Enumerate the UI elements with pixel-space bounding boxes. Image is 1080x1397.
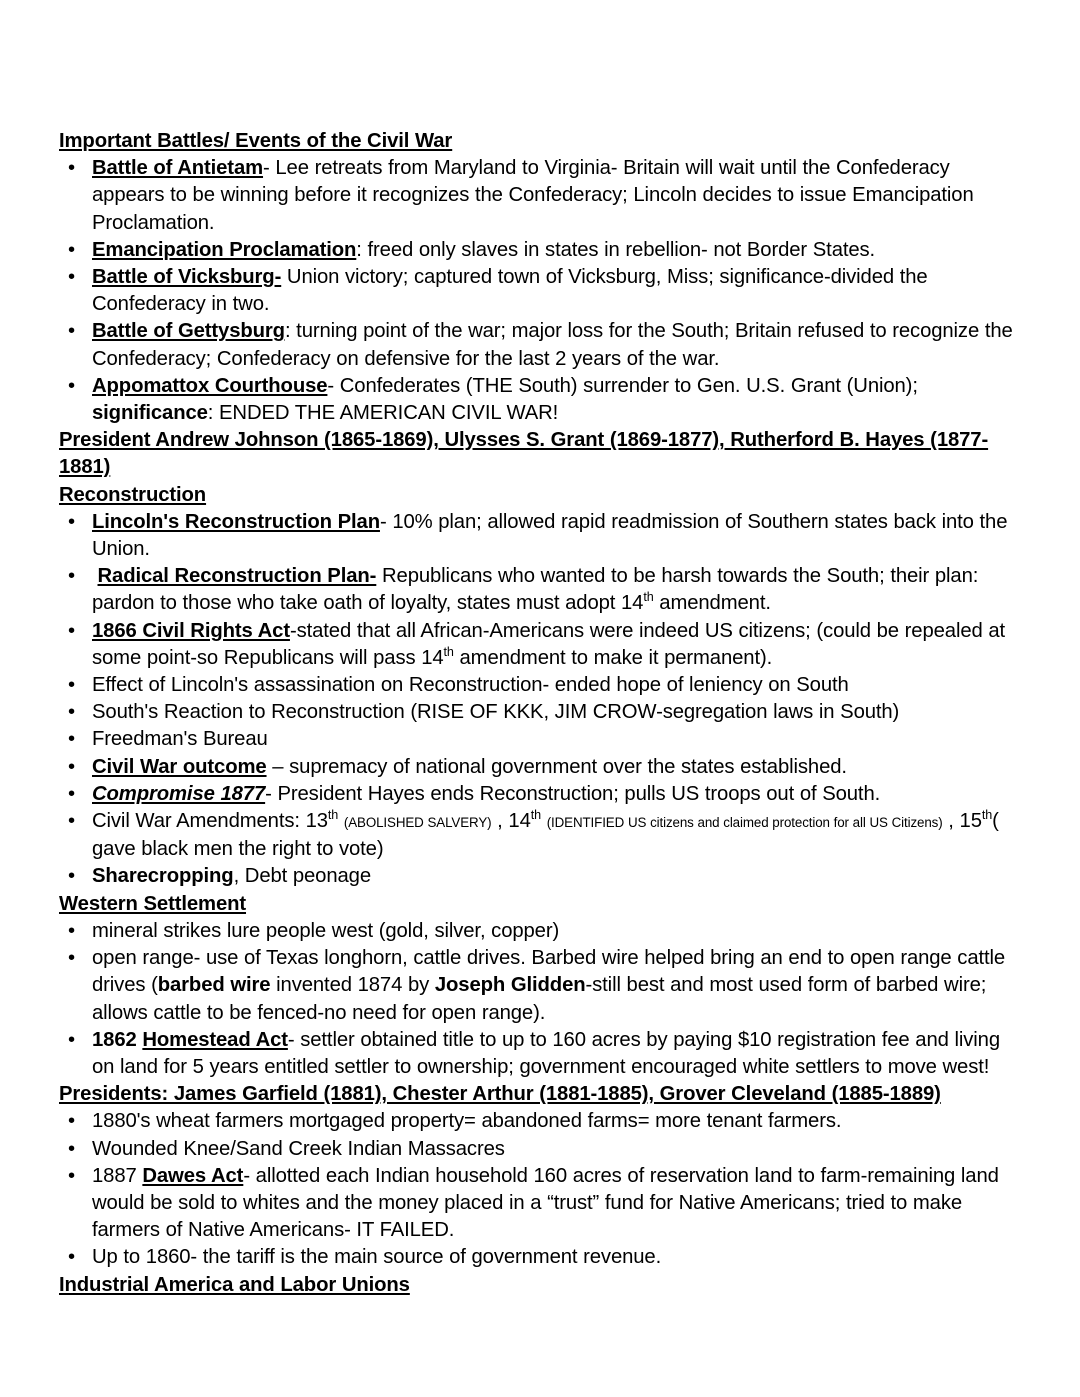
bullet-marker: • (68, 674, 75, 697)
document-body (59, 128, 1025, 1299)
bullet-text: Up to 1860- the tariff is the main source of government revenue. (92, 1246, 662, 1269)
bullet-marker: • (68, 919, 75, 942)
bullet-lead-term: Battle of Antietam (92, 157, 264, 180)
bullet-text: Battle of Vicksburg- Union victory; captured town of Vicksburg, Miss; significance-divided the Confederacy in two. (92, 266, 928, 316)
ordinal-suffix-14: th (530, 808, 541, 823)
bullet-freedmans-bureau (59, 726, 1025, 753)
bullet-marker: • (68, 619, 75, 642)
bullet-lead-term: Appomattox Courthouse (92, 374, 328, 397)
bullet-marker: • (68, 865, 75, 888)
bullet-compromise-1877 (59, 781, 1025, 808)
bullet-emancipation-proclamation (59, 237, 1025, 264)
bullet-marker: • (68, 1110, 75, 1133)
amendment-14-note: (IDENTIFIED US citizens and claimed protection for all US Citizens) (546, 815, 943, 831)
bullet-1862-homestead-act (59, 1027, 1025, 1081)
bullet-marker: • (68, 755, 75, 778)
bullet-marker: • (68, 374, 75, 397)
bullet-open-range (59, 945, 1025, 1027)
bullet-civil-war-amendments (59, 808, 1025, 863)
bullet-1887-dawes-act (59, 1163, 1025, 1245)
bullet-lead-term: Compromise 1877 (92, 782, 266, 805)
bullet-text: Emancipation Proclamation: freed only slaves in states in rebellion- not Border States. (92, 238, 876, 261)
emphasis-significance: significance (92, 402, 208, 425)
bullet-text: Sharecropping, Debt peonage (92, 865, 371, 888)
bullet-text: Appomattox Courthouse- Confederates (THE South) surrender to Gen. U.S. Grant (Union); significance: ENDED THE AMERICAN CIVIL WAR! (92, 374, 918, 425)
bullet-lead-term: Battle of Vicksburg- (92, 266, 282, 289)
bullet-wounded-knee-sand-creek (59, 1136, 1025, 1163)
bullet-text: 1880's wheat farmers mortgaged property= abandoned farms= more tenant farmers. (92, 1110, 842, 1133)
bullet-appomattox-courthouse (59, 373, 1025, 427)
bullet-lead-term: Civil War outcome (92, 755, 267, 778)
bullet-lead-term: Lincoln's Reconstruction Plan (92, 510, 380, 533)
bullet-marker: • (68, 320, 75, 343)
heading-text: Reconstruction (59, 483, 207, 506)
bullet-marker: • (68, 701, 75, 724)
bullet-marker: • (68, 157, 75, 180)
bullet-marker: • (68, 510, 75, 533)
bullet-marker: • (68, 728, 75, 751)
bullet-marker: • (68, 238, 75, 261)
bullet-text: Lincoln's Reconstruction Plan- 10% plan; allowed rapid readmission of Southern states back into the Union. (92, 510, 1008, 561)
bullet-text: Radical Reconstruction Plan- Republicans who wanted to be harsh towards the South; their plan: pardon to those who take oath of loyalty, states must adopt 14th amendment. (92, 565, 979, 615)
bullet-marker: • (68, 1246, 75, 1269)
bullet-text: mineral strikes lure people west (gold, silver, copper) (92, 919, 560, 942)
heading-important-battles (59, 128, 1025, 155)
term-barbed-wire: barbed wire (157, 974, 271, 997)
bullet-battle-of-gettysburg (59, 318, 1025, 372)
bullet-marker: • (68, 266, 75, 289)
bullet-text: South's Reaction to Reconstruction (RISE OF KKK, JIM CROW-segregation laws in South) (92, 701, 900, 724)
bullet-mineral-strikes (59, 918, 1025, 945)
bullet-1880s-wheat-farmers (59, 1108, 1025, 1135)
bullet-marker: • (68, 1137, 75, 1160)
bullet-civil-war-outcome (59, 754, 1025, 781)
bullet-text: Battle of Gettysburg: turning point of the war; major loss for the South; Britain refused to recognize the Confederacy; Confederacy on defensive for the last 2 years of the war. (92, 320, 1013, 370)
bullet-text: open range- use of Texas longhorn, cattle drives. Barbed wire helped bring an end to open range cattle drives (barbed wire invented 1874 by Joseph Glidden-still best and most used form of barbed wire; allows cattle to be fenced-no need for open range). (92, 947, 1006, 1024)
heading-text: Western Settlement (59, 892, 247, 915)
bullet-text: 1866 Civil Rights Act-stated that all African-Americans were indeed US citizens; (could be repealed at some point-so Republicans will pass 14th amendment to make it permanent). (92, 619, 1006, 669)
bullet-radical-reconstruction-plan (59, 563, 1025, 617)
amendment-13-note: (ABOLISHED SALVERY) (343, 815, 492, 831)
bullet-text: Wounded Knee/Sand Creek Indian Massacres (92, 1137, 505, 1160)
bullet-1866-civil-rights-act (59, 618, 1025, 672)
heading-western-settlement (59, 891, 1025, 918)
bullet-lead-term: Battle of Gettysburg (92, 320, 285, 343)
bullet-lead-term: Dawes Act (142, 1164, 244, 1187)
bullet-text: Effect of Lincoln's assassination on Reconstruction- ended hope of leniency on South (92, 674, 849, 697)
ordinal-suffix: th (643, 590, 654, 605)
bullet-marker: • (68, 810, 75, 833)
bullet-lead-term: Homestead Act (142, 1028, 288, 1051)
heading-text: Important Battles/ Events of the Civil War (59, 130, 453, 152)
heading-reconstruction (59, 482, 1025, 509)
bullet-marker: • (68, 947, 75, 970)
bullet-effect-of-lincolns-assassination (59, 672, 1025, 699)
bullet-up-to-1860-tariff (59, 1244, 1025, 1271)
bullet-battle-of-vicksburg (59, 264, 1025, 318)
bullet-souths-reaction-to-reconstruction (59, 699, 1025, 726)
bullet-lincolns-reconstruction-plan (59, 509, 1025, 563)
heading-text: Presidents: James Garfield (1881), Chester Arthur (1881-1885), Grover Cleveland (1885-1889) (59, 1083, 941, 1106)
bullet-lead-term: Emancipation Proclamation (92, 238, 357, 261)
ordinal-suffix: th (443, 645, 454, 660)
bullet-marker: • (68, 1164, 75, 1187)
bullet-lead-term: 1866 Civil Rights Act (92, 619, 290, 642)
bullet-lead-term: Radical Reconstruction Plan- (97, 565, 377, 588)
bullet-text: Battle of Antietam- Lee retreats from Maryland to Virginia- Britain will wait until the Confederacy appears to be winning before it recognizes the Confederacy; Lincoln decides to issue Emancipation Proclamation. (92, 157, 974, 234)
term-joseph-glidden: Joseph Glidden (434, 974, 586, 997)
term-sharecropping: Sharecropping (92, 865, 234, 888)
bullet-marker: • (68, 565, 75, 588)
heading-text: President Andrew Johnson (1865-1869), Ulysses S. Grant (1869-1877), Rutherford B. Hayes (1877-1881) (59, 429, 989, 479)
bullet-battle-of-antietam (59, 155, 1025, 237)
bullet-text: Civil War Amendments: 13th (ABOLISHED SALVERY) , 14th (IDENTIFIED US citizens and claimed protection for all US Citizens) , 15th( gave black men the right to vote) (92, 808, 999, 861)
bullet-text: Compromise 1877- President Hayes ends Reconstruction; pulls US troops out of South. (92, 782, 881, 805)
heading-presidents-johnson-grant-hayes (59, 427, 1025, 481)
ordinal-suffix-15: th (981, 808, 993, 823)
heading-industrial-america-labor-unions (59, 1272, 1025, 1299)
bullet-text: 1887 Dawes Act- allotted each Indian household 160 acres of reservation land to farm-remaining land would be sold to whites and the money placed in a “trust” fund for Native Americans; tried to make farmers of Native Americans- IT FAILED. (92, 1164, 999, 1242)
ordinal-suffix-13: th (327, 808, 339, 823)
bullet-sharecropping (59, 863, 1025, 890)
heading-text: Industrial America and Labor Unions (59, 1273, 410, 1296)
bullet-text: 1862 Homestead Act- settler obtained title to up to 160 acres by paying $10 registration fee and living on land for 5 years entitled settler to ownership; government encouraged white settlers to move west! (92, 1028, 1000, 1078)
year-1862: 1862 (92, 1028, 143, 1051)
bullet-text: Freedman's Bureau (92, 728, 268, 751)
heading-presidents-garfield-arthur-cleveland (59, 1081, 1025, 1108)
bullet-marker: • (68, 1028, 75, 1051)
bullet-text: Civil War outcome – supremacy of national government over the states established. (92, 755, 847, 778)
bullet-marker: • (68, 782, 75, 805)
